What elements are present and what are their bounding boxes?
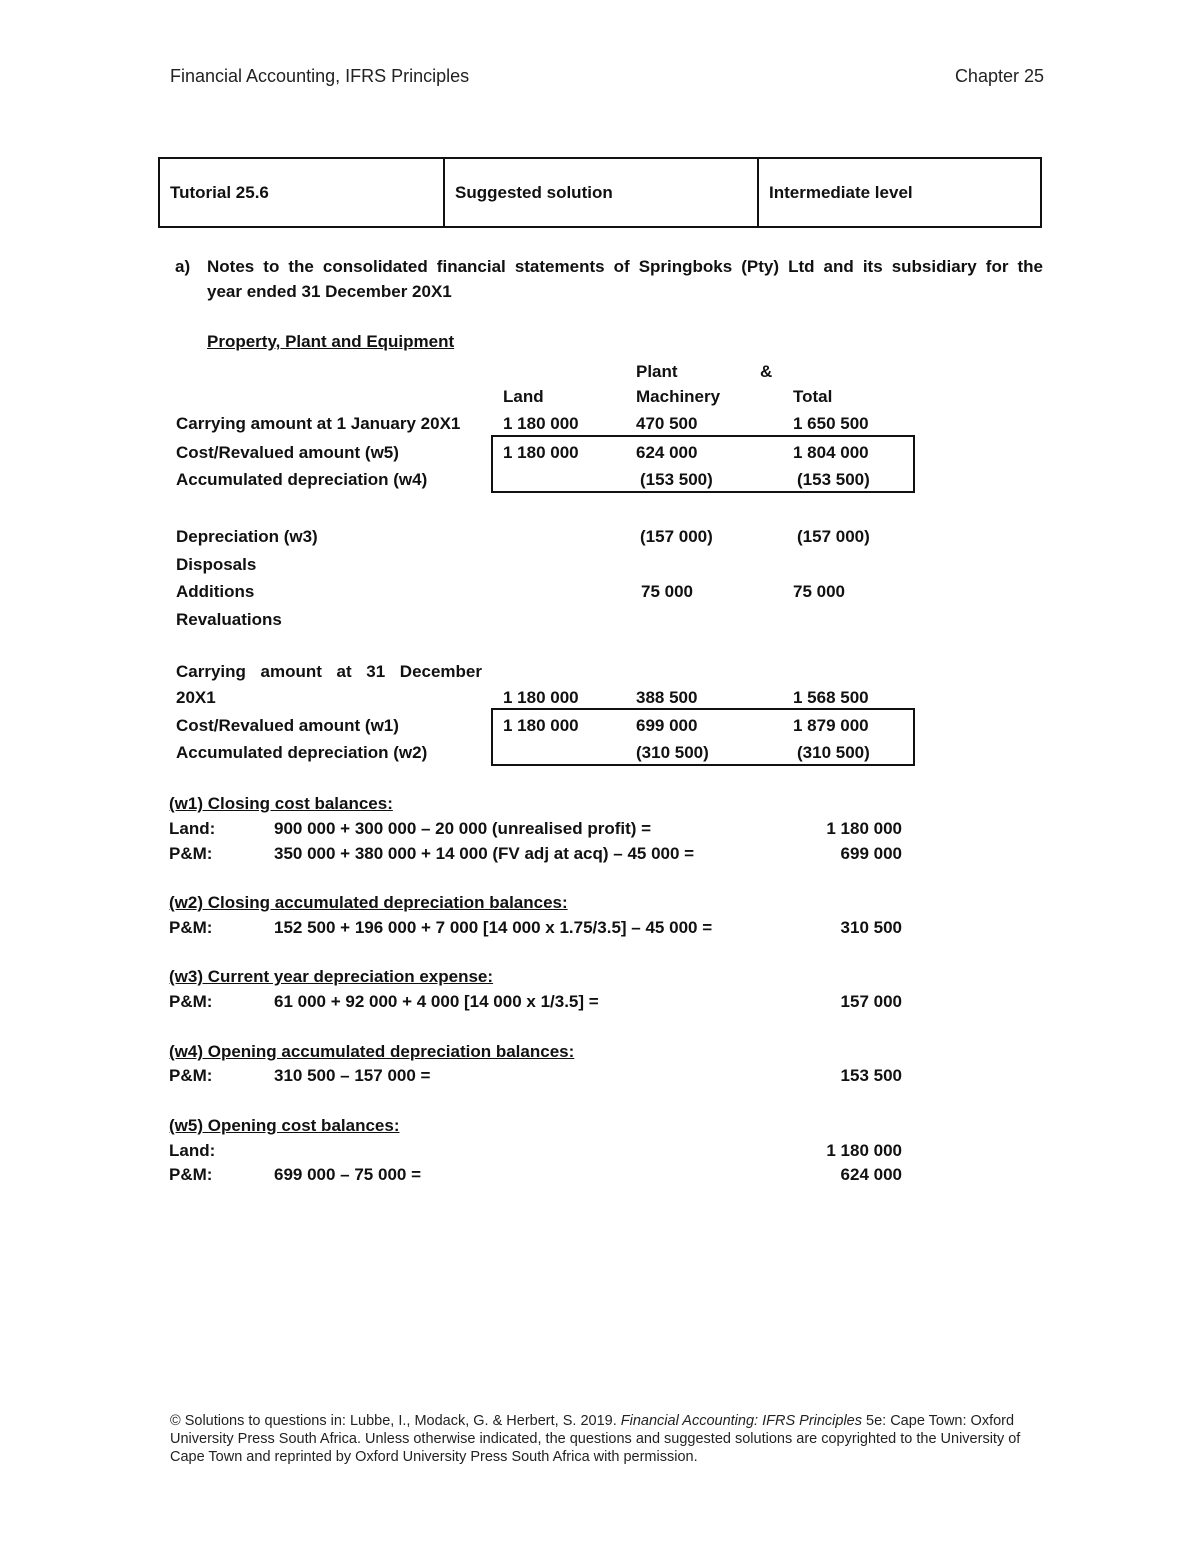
- cell-total: 1 879 000: [793, 716, 869, 735]
- row-label: Cost/Revalued amount (w1): [176, 716, 399, 735]
- column-header-plant: Plant: [636, 362, 678, 381]
- footer-book-title: Financial Accounting: IFRS Principles: [620, 1413, 862, 1429]
- level-label: Intermediate level: [769, 182, 913, 202]
- cell-total: (310 500): [797, 743, 870, 762]
- cell-pm: 470 500: [636, 414, 698, 433]
- row-label: Additions: [176, 582, 255, 601]
- working-amount: 624 000: [840, 1165, 902, 1184]
- working-label: P&M:: [169, 918, 213, 937]
- working-title: (w1) Closing cost balances:: [169, 794, 393, 813]
- row-label: Disposals: [176, 555, 257, 574]
- cell-pm: 75 000: [641, 582, 693, 601]
- cell-land: 1 180 000: [503, 443, 579, 462]
- column-header-land: Land: [503, 387, 544, 406]
- cell-pm: 699 000: [636, 716, 698, 735]
- cell-pm: (157 000): [640, 527, 713, 546]
- page-header-title: Financial Accounting, IFRS Principles: [170, 66, 470, 86]
- working-amount: 157 000: [840, 992, 902, 1011]
- cell-total: 1 804 000: [793, 443, 869, 462]
- working-label: Land:: [169, 1141, 216, 1160]
- row-label: Revaluations: [176, 610, 282, 629]
- section-marker: a): [175, 257, 191, 276]
- working-label: P&M:: [169, 1165, 213, 1184]
- working-amount: 310 500: [840, 918, 902, 937]
- working-calc: 350 000 + 380 000 + 14 000 (FV adj at acq) – 45 000 =: [274, 844, 695, 863]
- copyright-footer: [170, 1412, 1050, 1466]
- column-header-total: Total: [793, 387, 833, 406]
- cell-pm: (310 500): [636, 743, 709, 762]
- cell-pm: 624 000: [636, 443, 698, 462]
- column-header-machinery: Machinery: [636, 387, 721, 406]
- page-header-chapter: Chapter 25: [954, 66, 1044, 86]
- cell-land: 1 180 000: [503, 716, 579, 735]
- working-title: (w4) Opening accumulated depreciation balances:: [169, 1042, 575, 1061]
- row-label: Accumulated depreciation (w2): [176, 743, 428, 762]
- cell-pm: (153 500): [640, 470, 713, 489]
- cell-total: 1 568 500: [793, 688, 869, 707]
- cell-total: (157 000): [797, 527, 870, 546]
- row-label: Depreciation (w3): [176, 527, 318, 546]
- ppe-heading: Property, Plant and Equipment: [207, 332, 455, 351]
- footer-permission: 5e: Cape Town: Oxford University Press South Africa. Unless otherwise indicated, the questions and suggested solutions are copyrighted to the University of Cape Town and reprinted by Oxford University Press South Africa with permission.: [170, 1413, 1021, 1465]
- cell-land: 1 180 000: [503, 688, 579, 707]
- working-calc: 699 000 – 75 000 =: [274, 1165, 421, 1184]
- cell-total: 1 650 500: [793, 414, 869, 433]
- solution-label: Suggested solution: [445, 159, 759, 226]
- tutorial-number: Tutorial 25.6: [160, 159, 445, 226]
- working-calc: 900 000 + 300 000 – 20 000 (unrealised profit) =: [274, 819, 652, 838]
- working-label: P&M:: [169, 1066, 213, 1085]
- working-amount: 1 180 000: [826, 819, 902, 838]
- working-amount: 1 180 000: [826, 1141, 902, 1160]
- row-label: Carrying amount at 31 December: [176, 662, 482, 681]
- working-amount: 153 500: [840, 1066, 902, 1085]
- working-calc: 152 500 + 196 000 + 7 000 [14 000 x 1.75/3.5] – 45 000 =: [274, 918, 713, 937]
- working-amount: 699 000: [840, 844, 902, 863]
- section-heading-line1: Notes to the consolidated financial statements of Springboks (Pty) Ltd and its subsidiary for the: [207, 257, 1043, 276]
- cell-land: 1 180 000: [503, 414, 579, 433]
- working-title: (w5) Opening cost balances:: [169, 1116, 400, 1135]
- working-calc: 310 500 – 157 000 =: [274, 1066, 431, 1085]
- row-label: Accumulated depreciation (w4): [176, 470, 428, 489]
- working-label: P&M:: [169, 844, 213, 863]
- column-header-ampersand: &: [760, 362, 773, 381]
- row-label: Cost/Revalued amount (w5): [176, 443, 399, 462]
- footer-citation: © Solutions to questions in: Lubbe, I., Modack, G. & Herbert, S. 2019.: [170, 1413, 621, 1429]
- row-label: Carrying amount at 1 January 20X1: [176, 414, 461, 433]
- cell-total: (153 500): [797, 470, 870, 489]
- cell-pm: 388 500: [636, 688, 698, 707]
- working-title: (w3) Current year depreciation expense:: [169, 967, 494, 986]
- section-heading-line2: year ended 31 December 20X1: [207, 282, 452, 301]
- working-calc: 61 000 + 92 000 + 4 000 [14 000 x 1/3.5] =: [274, 992, 599, 1011]
- row-label-continued: 20X1: [176, 688, 216, 707]
- working-label: Land:: [169, 819, 216, 838]
- tutorial-info-table: [158, 157, 1042, 228]
- working-title: (w2) Closing accumulated depreciation balances:: [169, 893, 568, 912]
- working-label: P&M:: [169, 992, 213, 1011]
- cell-total: 75 000: [793, 582, 845, 601]
